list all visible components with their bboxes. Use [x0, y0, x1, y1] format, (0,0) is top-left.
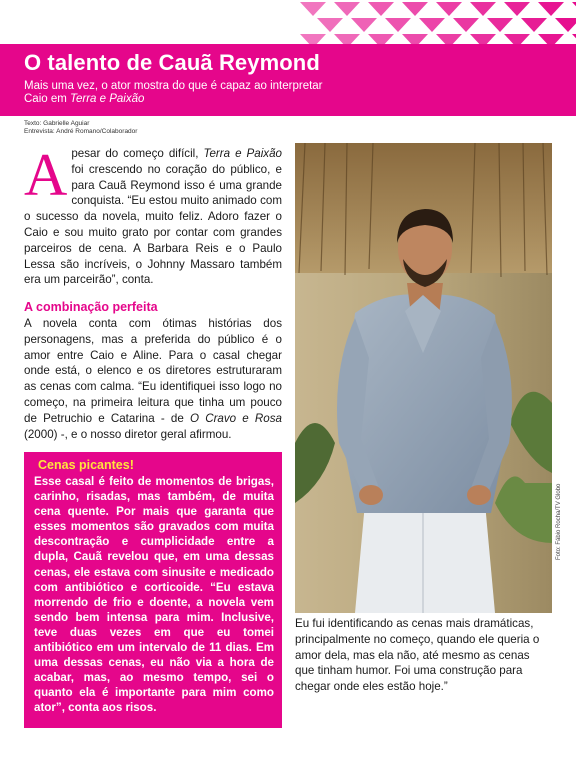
page-title: O talento de Cauã Reymond — [24, 50, 320, 75]
p2-text-b: (2000) -, e o nosso diretor geral afirmou. — [24, 427, 232, 441]
pattern-triangle — [487, 18, 513, 32]
subtitle-show-name: Terra e Paixão — [70, 93, 145, 105]
p1-show-title: Terra e Paixão — [203, 147, 282, 160]
pattern-triangle — [521, 18, 547, 32]
sidebar-box — [24, 452, 282, 728]
pattern-triangle — [300, 2, 326, 16]
pattern-triangle — [453, 18, 479, 32]
pattern-triangle — [470, 2, 496, 16]
pattern-triangle — [402, 2, 428, 16]
p1-text-a: pesar do começo difícil, — [71, 147, 204, 160]
pattern-triangle — [351, 18, 377, 32]
header-banner — [0, 0, 576, 118]
pattern-triangle — [555, 18, 576, 32]
drop-cap: A — [24, 142, 68, 208]
section-heading: A combinação perfeita — [24, 300, 158, 315]
p1-text-b: foi crescendo no coração do público, e para Cauã Reymond isso é uma grande conquista. “Eu estou muito animado com o sucesso da novela, muito feliz. Adoro fazer o Caio e sou muito grato por contar com grandes parceiros de cena. A Barbara Reis e o Paulo Lessa são incríveis, o Johnny Massaro também era um parceirão”, conta. — [24, 162, 282, 287]
byline — [24, 120, 137, 136]
pattern-triangle — [317, 18, 343, 32]
p2-text-a: A novela conta com ótimas histórias dos personagens, mas a preferida do público é o amor entre Caio e Aline. Para o casal chegar onde está, o elenco e os diretores estruturaram as cenas com calma. “Eu identifiquei isso logo no começo, na primeira leitura que tinha um pouco de Petruchio e Catarina - de — [24, 316, 282, 425]
pattern-triangle — [368, 2, 394, 16]
sidebar-box-body: Esse casal é feito de momentos de brigas, carinho, risadas, mas também, de muita cena quente. Por mais que garanta que esses momentos são gravados com muita descontração e cumplicidade entre a dupla, Cauã revelou que, em uma dessas cenas, ele estava com sinusite e medicado com antibiótico e corticoide. “Eu estava morrendo de frio e doente, a novela vem sendo bem intensa para mim. Inclusive, teve duas vezes em que eu tomei antibiótico em um intervalo de 11 dias. Em uma dessas cenas, eu não via a hora de acabar, mas, ao mesmo tempo, sei o quanto ela é importante para mim como ator”, conta aos risos. — [34, 475, 274, 715]
article-paragraph-2 — [24, 316, 282, 442]
article-column-left — [24, 142, 283, 442]
pattern-triangle — [419, 18, 445, 32]
pattern-triangle — [334, 2, 360, 16]
pattern-triangle — [504, 2, 530, 16]
byline-text: Texto: Gabrielle Aguiar — [24, 120, 90, 127]
pattern-triangle — [385, 18, 411, 32]
p2-show-title: O Cravo e Rosa — [190, 411, 283, 425]
pattern-triangle — [436, 2, 462, 16]
photo-credit: Foto: Fábio Rocha/TV Globo — [556, 483, 562, 560]
actor-photo — [295, 143, 552, 613]
sidebar-box-title: Cenas picantes! — [38, 458, 134, 472]
article-paragraph-1 — [24, 142, 282, 288]
pattern-triangle — [572, 2, 576, 16]
photo-illustration — [295, 143, 552, 613]
byline-interview: Entrevista: André Romano/Colaborador — [24, 128, 138, 135]
page-subtitle — [24, 80, 344, 106]
pattern-triangle — [538, 2, 564, 16]
subtitle-text: Mais uma vez, o ator mostra do que é capaz ao interpretar Caio em — [24, 80, 323, 105]
article-paragraph-3: Eu fui identificando as cenas mais dramáticas, principalmente no começo, quando ele queria o amor dela, mas ela não, até mesmo as cenas que tinham humor. Foi uma construção para chegar onde eles estão hoje.” — [295, 617, 540, 694]
